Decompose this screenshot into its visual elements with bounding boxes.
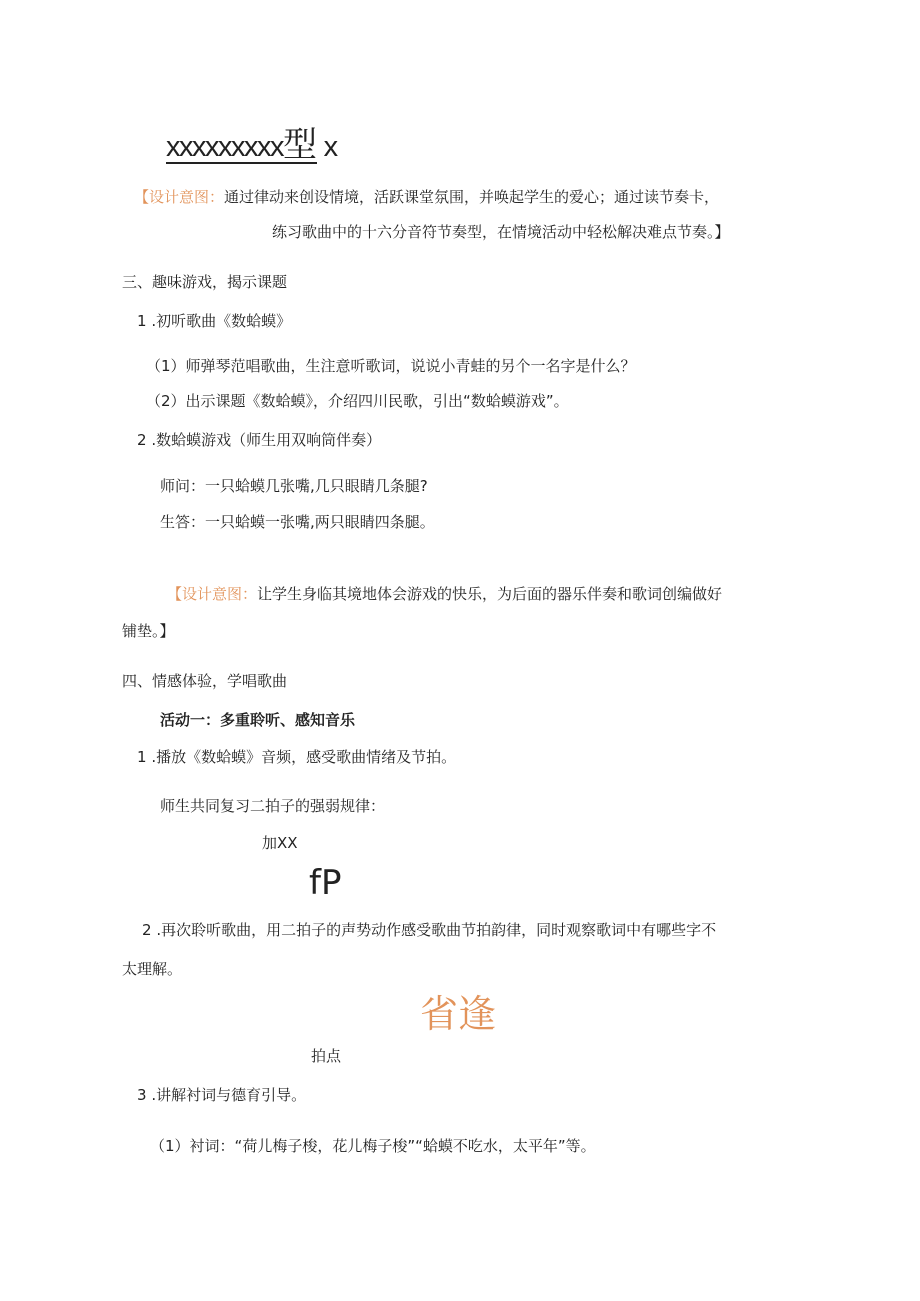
item-text: .讲解衬词与德育引导。: [151, 1086, 307, 1104]
section-3-sub-2: （2）出示课题《数蛤蟆》，介绍四川民歌，引出“数蛤蟆游戏”。: [146, 392, 569, 410]
item-number: 1: [137, 748, 147, 766]
section-3-item-2: [137, 429, 381, 450]
design-intent-text: 通过律动来创设情境，活跃课堂氛围，并唤起学生的爱心；通过读节奏卡，: [224, 188, 720, 206]
item-number: 1: [137, 312, 147, 330]
item-text: .数蛤蟆游戏（师生用双响筒伴奏）: [151, 431, 382, 449]
student-answer: 生答：一只蛤蟆一张嘴,两只眼睛四条腿。: [160, 513, 435, 531]
beat-point-label: 拍点: [311, 1047, 342, 1065]
activity-title: 活动一：多重聆听、感知音乐: [160, 711, 356, 729]
dynamics-marking: fP: [309, 863, 342, 903]
rhythm-type-char: 型: [283, 125, 317, 165]
design-intent-label: 【设计意图：: [167, 585, 258, 603]
beat-pattern: 加XX: [262, 834, 298, 852]
beat-review-text: 师生共同复习二拍子的强弱规律：: [160, 797, 386, 815]
section-4-heading: 四、情感体验，学唱歌曲: [122, 672, 288, 690]
section-3-heading: 三、趣味游戏，揭示课题: [122, 273, 288, 291]
item-number: 3: [137, 1086, 147, 1104]
section-4-item-1: [137, 746, 456, 767]
design-intent-text: 让学生身临其境地体会游戏的快乐，为后面的器乐伴奏和歌词创编做好: [257, 585, 723, 603]
section-4-item-2-line2: 太理解。: [122, 960, 183, 978]
item-text: .播放《数蛤蟆》音频，感受歌曲情绪及节拍。: [151, 748, 457, 766]
rhythm-notes: xxxxxxxxx: [166, 131, 283, 163]
section-4-sub-1: （1）衬词：“荷儿梅子梭，花儿梅子梭”“蛤蟆不吃水，太平年”等。: [150, 1137, 596, 1155]
design-intent-1-line2: 练习歌曲中的十六分音符节奏型，在情境活动中轻松解决难点节奏。】: [272, 223, 730, 241]
design-intent-2-line1: [167, 583, 722, 604]
design-intent-2-line2: 铺垫。】: [122, 622, 175, 640]
section-4-item-2-line1: [142, 919, 716, 940]
rhythm-note-end: x: [323, 131, 337, 163]
item-number: 2: [137, 431, 147, 449]
teacher-question: 师问：一只蛤蟆几张嘴,几只眼睛几条腿?: [160, 477, 428, 495]
design-intent-label: 【设计意图：: [134, 188, 225, 206]
rhythm-notation: [166, 117, 337, 166]
section-4-item-3: [137, 1084, 306, 1105]
section-3-item-1: [137, 310, 291, 331]
item-number: 2: [142, 921, 152, 939]
large-orange-text: 省逢: [420, 992, 497, 1036]
item-text: .再次聆听歌曲，用二拍子的声势动作感受歌曲节拍韵律，同时观察歌词中有哪些字不: [156, 921, 717, 939]
section-3-sub-1: （1）师弹琴范唱歌曲，生注意听歌词，说说小青蛙的另个一名字是什么？: [146, 357, 636, 375]
item-text: .初听歌曲《数蛤蟆》: [151, 312, 292, 330]
design-intent-1-line1: [134, 186, 719, 207]
